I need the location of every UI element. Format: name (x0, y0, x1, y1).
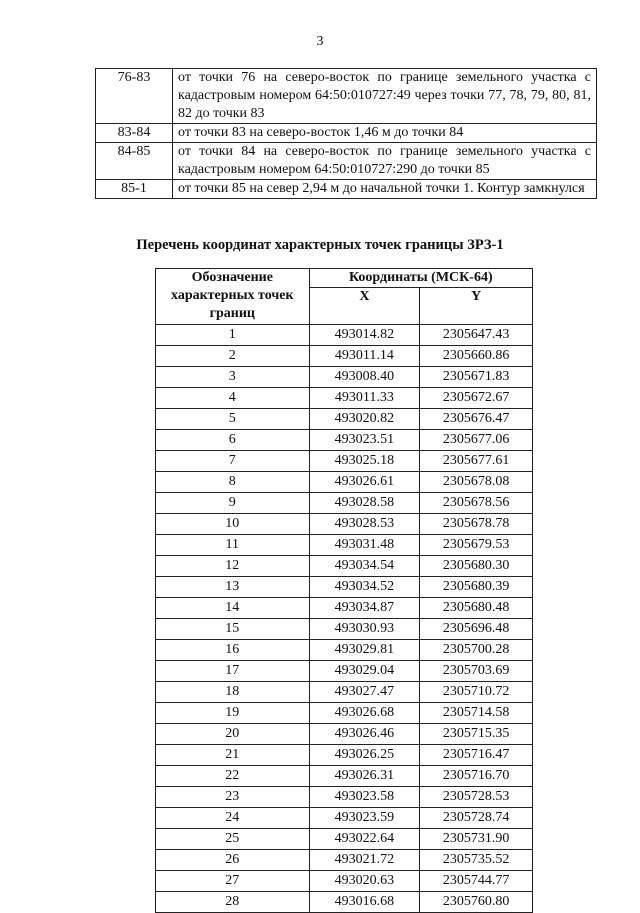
coord-x: 493028.58 (309, 493, 420, 514)
point-number: 1 (156, 325, 310, 346)
coord-y: 2305677.61 (420, 451, 533, 472)
coord-x: 493027.47 (309, 682, 420, 703)
table-row (156, 892, 533, 913)
point-number: 4 (156, 388, 310, 409)
table-row (156, 871, 533, 892)
coord-x: 493034.54 (309, 556, 420, 577)
segment-code: 83-84 (96, 124, 173, 143)
table-row (156, 682, 533, 703)
coord-y: 2305715.35 (420, 724, 533, 745)
boundary-segments-table (95, 68, 597, 199)
table-row (156, 346, 533, 367)
header-point-designation: Обозначение характерных точек границ (156, 269, 310, 325)
point-number: 25 (156, 829, 310, 850)
table-row (156, 829, 533, 850)
point-number: 18 (156, 682, 310, 703)
coord-x: 493026.31 (309, 766, 420, 787)
header-coordinates: Координаты (МСК-64) (309, 269, 532, 288)
segment-code: 85-1 (96, 180, 173, 199)
segment-row (96, 124, 597, 143)
point-number: 27 (156, 871, 310, 892)
coord-y: 2305703.69 (420, 661, 533, 682)
coord-x: 493022.64 (309, 829, 420, 850)
coord-x: 493029.81 (309, 640, 420, 661)
coord-y: 2305678.78 (420, 514, 533, 535)
header-y: Y (420, 288, 533, 325)
point-number: 8 (156, 472, 310, 493)
segment-description: от точки 83 на северо-восток 1,46 м до точки 84 (173, 124, 597, 143)
table-row (156, 430, 533, 451)
table-row (156, 640, 533, 661)
segment-code: 76-83 (96, 69, 173, 124)
point-number: 14 (156, 598, 310, 619)
coord-y: 2305731.90 (420, 829, 533, 850)
coord-x: 493034.87 (309, 598, 420, 619)
coord-x: 493026.68 (309, 703, 420, 724)
coord-y: 2305716.70 (420, 766, 533, 787)
point-number: 16 (156, 640, 310, 661)
coord-x: 493030.93 (309, 619, 420, 640)
segment-description: от точки 76 на северо-восток по границе земельного участка с кадастровым номером 64:50:010727:49 через точки 77, 78, 79, 80, 81, 82 до точки 83 (173, 69, 597, 124)
coord-y: 2305672.67 (420, 388, 533, 409)
table-row (156, 367, 533, 388)
table-row (156, 514, 533, 535)
table-row (156, 724, 533, 745)
coord-y: 2305714.58 (420, 703, 533, 724)
coord-y: 2305671.83 (420, 367, 533, 388)
table-row (156, 745, 533, 766)
table-row (156, 850, 533, 871)
coord-y: 2305710.72 (420, 682, 533, 703)
table-row (156, 472, 533, 493)
point-number: 10 (156, 514, 310, 535)
coord-y: 2305660.86 (420, 346, 533, 367)
segment-code: 84-85 (96, 143, 173, 180)
table-row (156, 388, 533, 409)
point-number: 6 (156, 430, 310, 451)
coord-x: 493020.82 (309, 409, 420, 430)
coordinates-table-header (156, 269, 533, 325)
point-number: 28 (156, 892, 310, 913)
segment-row (96, 69, 597, 124)
coord-x: 493023.51 (309, 430, 420, 451)
segment-description: от точки 84 на северо-восток по границе земельного участка с кадастровым номером 64:50:010727:290 до точки 85 (173, 143, 597, 180)
table-row (156, 409, 533, 430)
point-number: 23 (156, 787, 310, 808)
coord-y: 2305700.28 (420, 640, 533, 661)
coord-y: 2305647.43 (420, 325, 533, 346)
coord-x: 493008.40 (309, 367, 420, 388)
coord-y: 2305696.48 (420, 619, 533, 640)
point-number: 24 (156, 808, 310, 829)
point-number: 9 (156, 493, 310, 514)
segment-description: от точки 85 на север 2,94 м до начальной точки 1. Контур замкнулся (173, 180, 597, 199)
coord-x: 493025.18 (309, 451, 420, 472)
point-number: 5 (156, 409, 310, 430)
coord-y: 2305680.39 (420, 577, 533, 598)
table-row (156, 598, 533, 619)
coord-x: 493026.46 (309, 724, 420, 745)
coord-x: 493011.33 (309, 388, 420, 409)
coord-x: 493023.59 (309, 808, 420, 829)
coord-x: 493011.14 (309, 346, 420, 367)
point-number: 12 (156, 556, 310, 577)
point-number: 2 (156, 346, 310, 367)
coordinates-table-body (156, 325, 533, 913)
point-number: 3 (156, 367, 310, 388)
point-number: 15 (156, 619, 310, 640)
coord-y: 2305678.56 (420, 493, 533, 514)
header-x: X (309, 288, 420, 325)
table-row (156, 661, 533, 682)
coord-x: 493029.04 (309, 661, 420, 682)
coord-x: 493021.72 (309, 850, 420, 871)
table-row (156, 703, 533, 724)
table-row (156, 493, 533, 514)
coord-x: 493026.25 (309, 745, 420, 766)
section-title: Перечень координат характерных точек границы ЗРЗ-1 (136, 237, 504, 253)
coord-y: 2305678.08 (420, 472, 533, 493)
point-number: 20 (156, 724, 310, 745)
coord-x: 493016.68 (309, 892, 420, 913)
coord-y: 2305760.80 (420, 892, 533, 913)
table-row (156, 535, 533, 556)
coord-y: 2305728.53 (420, 787, 533, 808)
page-number: 3 (316, 34, 324, 49)
point-number: 17 (156, 661, 310, 682)
point-number: 11 (156, 535, 310, 556)
coord-x: 493014.82 (309, 325, 420, 346)
point-number: 19 (156, 703, 310, 724)
coord-y: 2305744.77 (420, 871, 533, 892)
table-row (156, 766, 533, 787)
coord-x: 493028.53 (309, 514, 420, 535)
coord-x: 493020.63 (309, 871, 420, 892)
point-number: 21 (156, 745, 310, 766)
coord-x: 493031.48 (309, 535, 420, 556)
segment-row (96, 180, 597, 199)
table-row (156, 451, 533, 472)
table-row (156, 556, 533, 577)
table-row (156, 577, 533, 598)
segment-row (96, 143, 597, 180)
coord-x: 493034.52 (309, 577, 420, 598)
segments-body (96, 69, 597, 199)
coord-y: 2305728.74 (420, 808, 533, 829)
point-number: 13 (156, 577, 310, 598)
point-number: 26 (156, 850, 310, 871)
table-row (156, 808, 533, 829)
coord-y: 2305735.52 (420, 850, 533, 871)
point-number: 22 (156, 766, 310, 787)
coord-x: 493023.58 (309, 787, 420, 808)
coord-y: 2305716.47 (420, 745, 533, 766)
coordinates-table (155, 268, 533, 913)
coord-y: 2305680.48 (420, 598, 533, 619)
coord-y: 2305677.06 (420, 430, 533, 451)
coord-y: 2305679.53 (420, 535, 533, 556)
coord-x: 493026.61 (309, 472, 420, 493)
table-row (156, 325, 533, 346)
coord-y: 2305680.30 (420, 556, 533, 577)
coord-y: 2305676.47 (420, 409, 533, 430)
table-row (156, 619, 533, 640)
table-row (156, 787, 533, 808)
point-number: 7 (156, 451, 310, 472)
